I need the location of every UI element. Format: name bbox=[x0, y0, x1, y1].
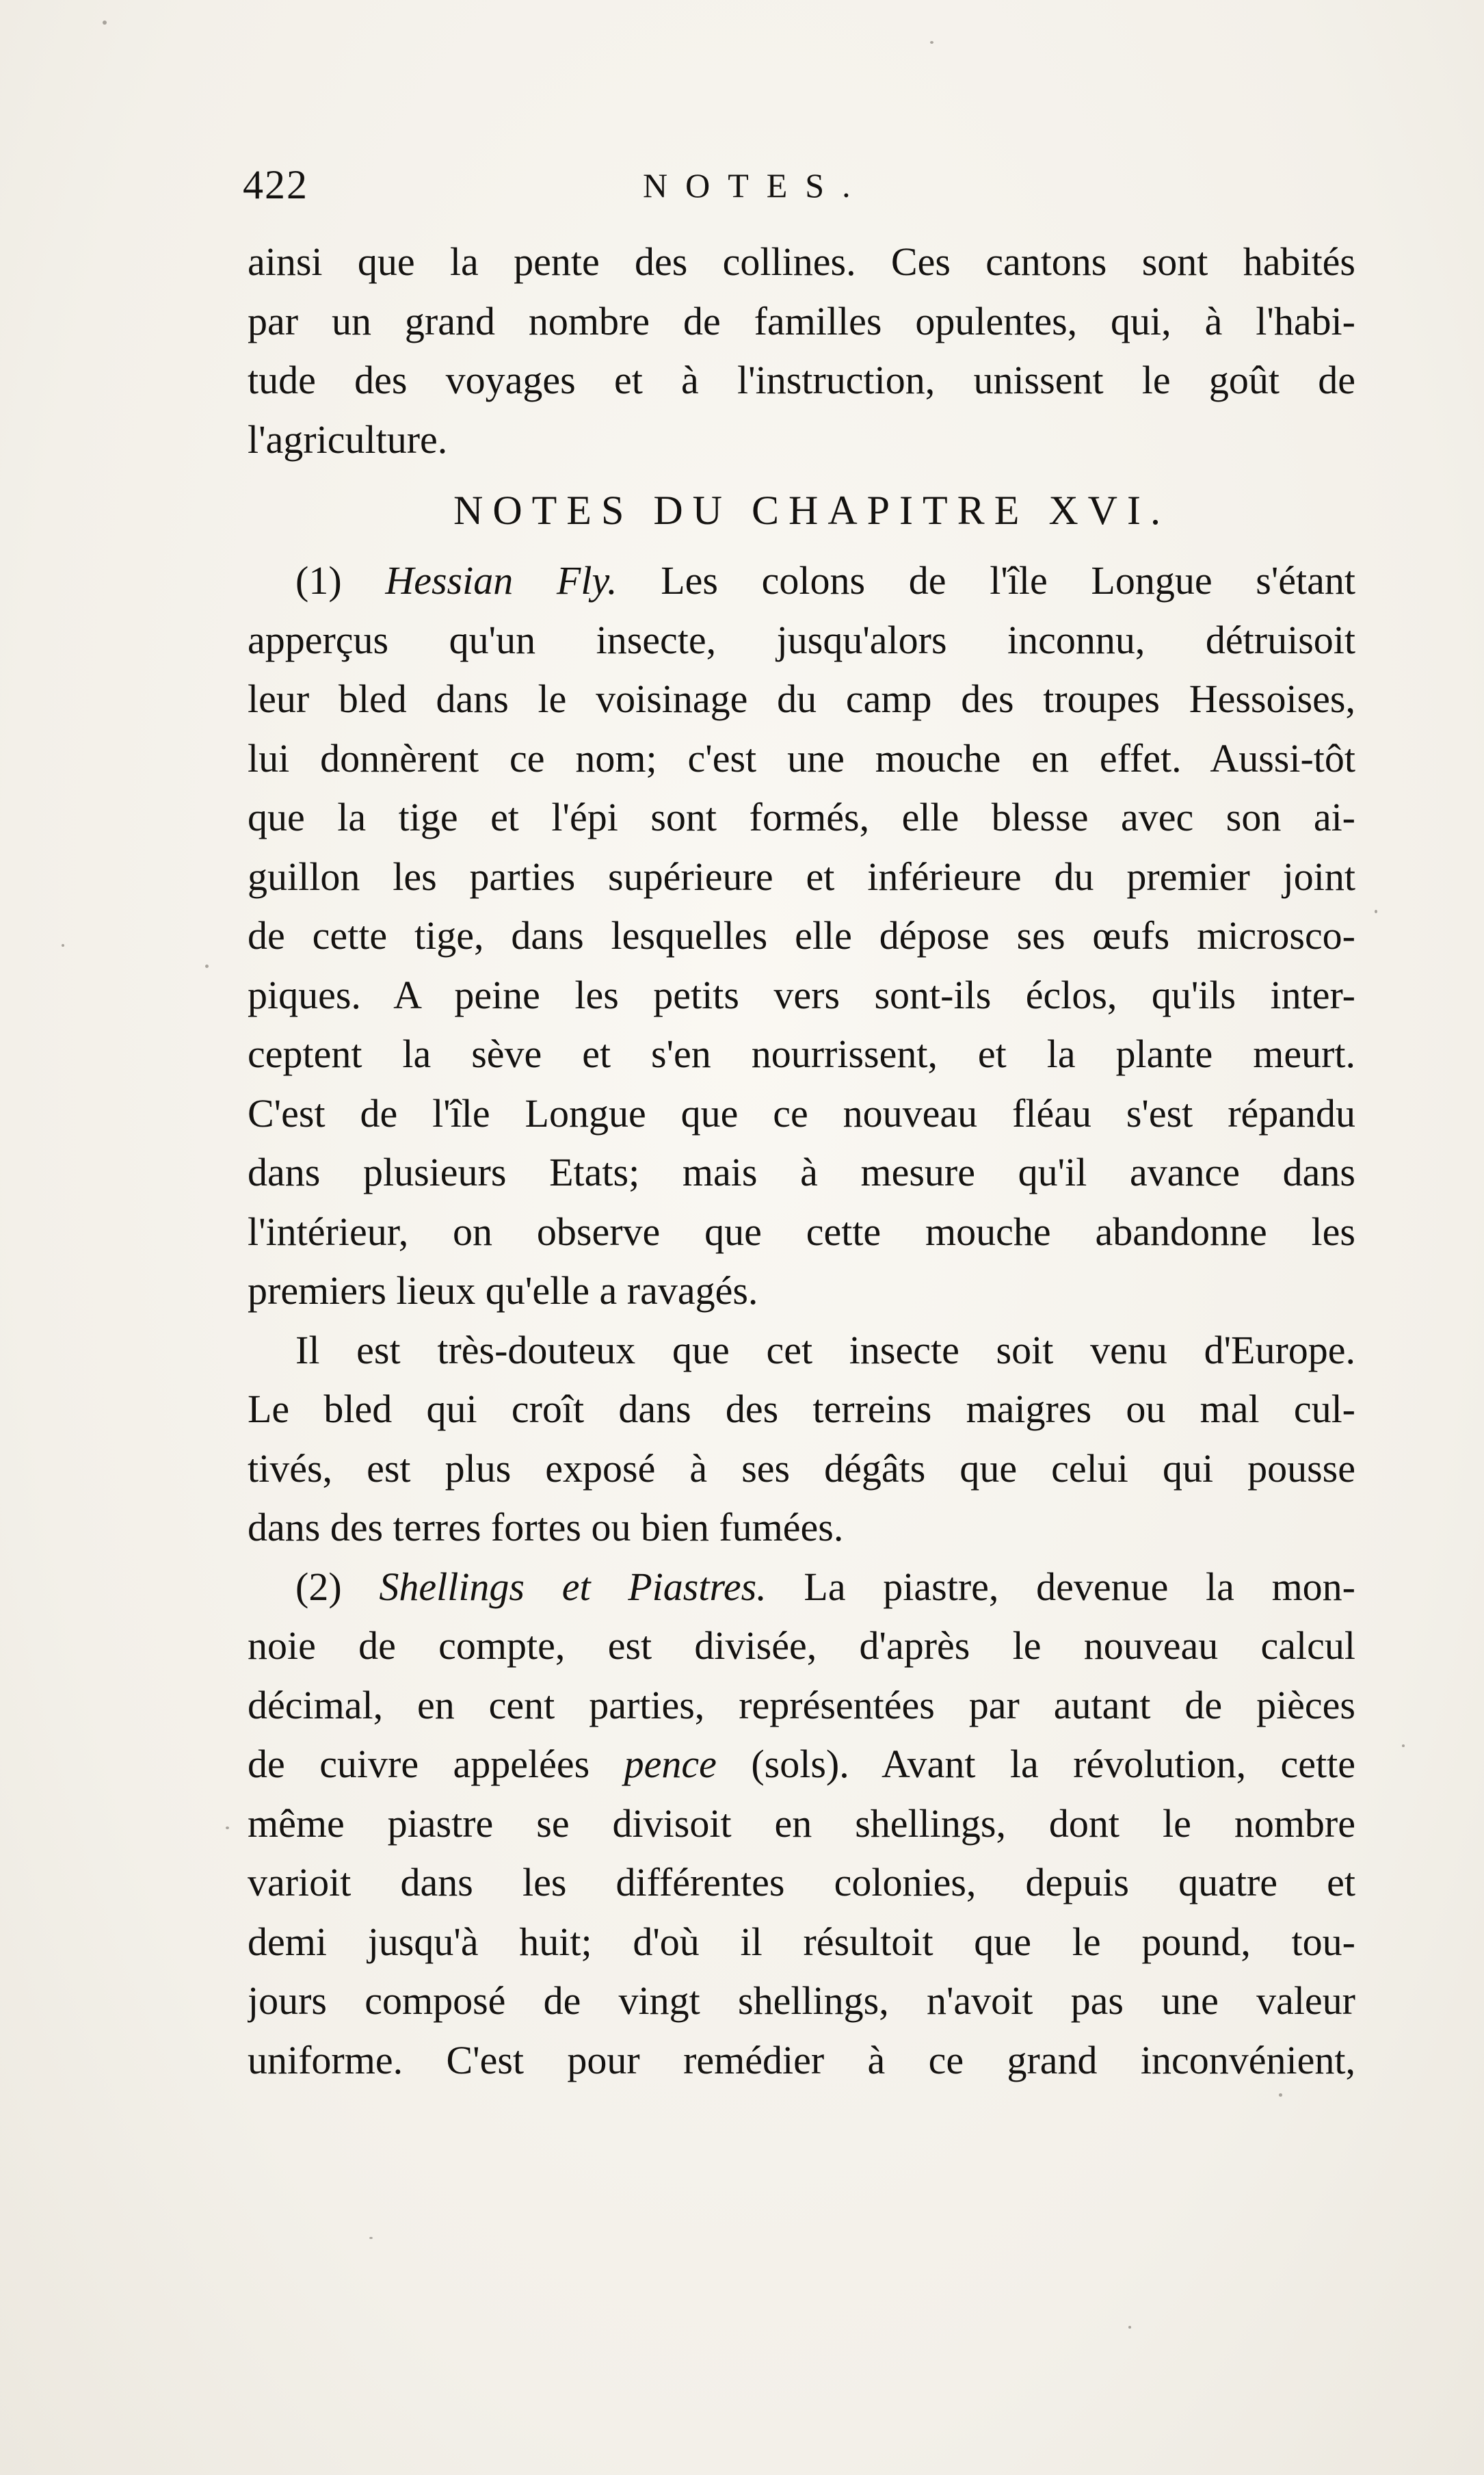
note-label: Shellings et Piastres. bbox=[379, 1564, 767, 1609]
text-line: même piastre se divisoit en shellings, dont le nombre bbox=[248, 1800, 1355, 1846]
text-line: varioit dans les différentes colonies, depuis quatre et bbox=[248, 1860, 1355, 1904]
text-line: de cette tige, dans lesquelles elle dépose ses œufs microsco- bbox=[248, 913, 1355, 958]
intro-paragraph bbox=[248, 233, 1355, 469]
text-line: Le bled qui croît dans des terreins maigres ou mal cul- bbox=[248, 1387, 1355, 1431]
text-line: premiers lieux qu'elle a ravagés. bbox=[248, 1268, 758, 1313]
note-label: Hessian Fly. bbox=[385, 558, 618, 603]
note-text: Les colons de l'île Longue s'étant bbox=[661, 558, 1355, 603]
text-line: demi jusqu'à huit; d'où il résultoit que le pound, tou- bbox=[248, 1919, 1355, 1964]
page-header bbox=[243, 161, 1351, 216]
text-line: lui donnèrent ce nom; c'est une mouche en effet. Aussi-tôt bbox=[248, 735, 1355, 781]
running-head: NOTES. bbox=[643, 166, 869, 205]
text-segment: (sols). Avant la révolution, cette bbox=[751, 1742, 1355, 1786]
note-1 bbox=[248, 551, 1355, 1558]
text-line: l'agriculture. bbox=[248, 417, 448, 462]
text-line bbox=[248, 1735, 1355, 1794]
text-line: leur bled dans le voisinage du camp des troupes Hessoises, bbox=[248, 677, 1355, 721]
text-line: guillon les parties supérieure et inférieure du premier joint bbox=[248, 854, 1355, 899]
note-2 bbox=[248, 1558, 1355, 2091]
text-line: dans plusieurs Etats; mais à mesure qu'il avance dans bbox=[248, 1150, 1355, 1194]
text-line: ainsi que la pente des collines. Ces cantons sont habités bbox=[248, 239, 1355, 284]
text-line: dans des terres fortes ou bien fumées. bbox=[248, 1505, 844, 1549]
text-line: tivés, est plus exposé à ses dégâts que celui qui pousse bbox=[248, 1445, 1355, 1491]
text-line: C'est de l'île Longue que ce nouveau fléau s'est répandu bbox=[248, 1090, 1355, 1136]
note-first-line bbox=[248, 1558, 1355, 1617]
text-line: décimal, en cent parties, représentées par autant de pièces bbox=[248, 1682, 1355, 1727]
text-line: que la tige et l'épi sont formés, elle blesse avec son ai- bbox=[248, 795, 1355, 839]
text-line: jours composé de vingt shellings, n'avoit pas une valeur bbox=[248, 1978, 1355, 2023]
note-number: (2) bbox=[295, 1564, 342, 1609]
text-line: noie de compte, est divisée, d'après le nouveau calcul bbox=[248, 1623, 1355, 1668]
text-line: ceptent la sève et s'en nourrissent, et la plante meurt. bbox=[248, 1032, 1355, 1076]
text-line: uniforme. C'est pour remédier à ce grand inconvénient, bbox=[248, 2037, 1355, 2082]
note-number: (1) bbox=[295, 558, 342, 603]
chapter-heading: NOTES DU CHAPITRE XVI. bbox=[453, 488, 1170, 533]
text-line: piques. A peine les petits vers sont-ils éclos, qu'ils inter- bbox=[248, 972, 1355, 1017]
note-first-line bbox=[248, 551, 1355, 611]
text-line: tude des voyages et à l'instruction, unissent le goût de bbox=[248, 358, 1355, 402]
italic-term: pence bbox=[624, 1742, 717, 1786]
text-segment: de cuivre appelées bbox=[248, 1742, 590, 1786]
body-text bbox=[248, 233, 1355, 2090]
text-line: l'intérieur, on observe que cette mouche abandonne les bbox=[248, 1209, 1355, 1254]
text-line: apperçus qu'un insecte, jusqu'alors inconnu, détruisoit bbox=[248, 617, 1355, 662]
page-number: 422 bbox=[243, 162, 308, 207]
text-line: par un grand nombre de familles opulentes, qui, à l'habi- bbox=[248, 298, 1355, 343]
note-text: La piastre, devenue la mon- bbox=[804, 1564, 1355, 1609]
text-line: Il est très-douteux que cet insecte soit venu d'Europe. bbox=[295, 1327, 1355, 1372]
